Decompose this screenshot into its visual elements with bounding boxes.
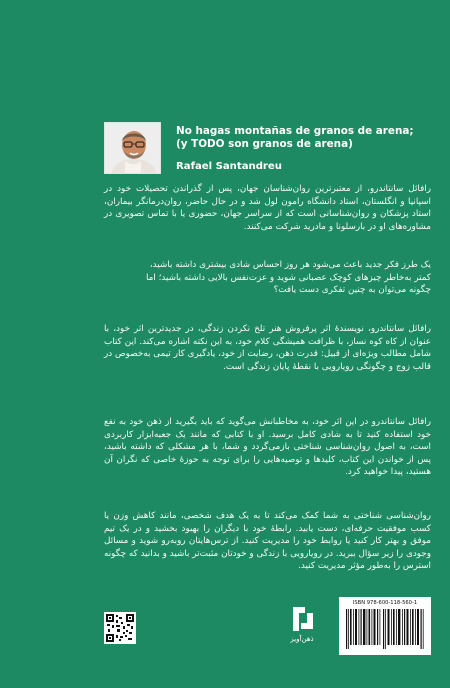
paragraph-author-bio: رافائل سانتاندرو، از معتبرترین روان‌شناسان جهان، پس از گذراندن تحصیلات خود در اسپانیا و انگلستان، استاد دانشگاه رامون لول شد و در حال حاضر، روان‌درمانگر بیماران، استاد پزشکان و روان‌شناسانی است که از سراسر جهان، حضوری یا با تماس تصویری در مشاوره‌های او در بارسلونا و مادرید شرکت می‌کنند. (104, 184, 431, 232)
book-title-line1: No hagas montañas de granos de arena; (176, 125, 414, 137)
paragraph-book-summary: رافائل سانتاندرو، نویسندۀ اثر پرفروش هنر تلخ نکردن زندگی، در جدیدترین اثر خود، با عنوان از کاه کوه نساز، با ظرافت همیشگی کلام خود، به این نکته اشاره می‌کند. این کتاب شامل مطالب ویژه‌ای از قبیل: قدرت ذهن، رضایت از خود، یادگیری کار تیمی به‌خصوص در قالب زوج و چگونگی رویارویی با نقطۀ پایان زندگی است. (104, 324, 431, 372)
book-header (104, 122, 434, 174)
title-block (176, 125, 431, 172)
paragraph-intro-line2: کمتر به‌خاطر چیزهای کوچک عصبانی شوید و عزت‌نفس بالایی داشته باشید؛ اما (145, 272, 431, 283)
isbn-number: ISBN 978-600-118-560-1 (352, 600, 418, 606)
author-portrait-image (105, 123, 161, 174)
paragraph-cognitive-psychology: روان‌شناسی شناختی به شما کمک می‌کند تا به یک هدف شخصی، مانند کاهش وزن یا کسب موفقیت حرفه‌ای، دست یابید. رابطۀ خود با دیگران را بهبود بخشید و در یک تیم موفق و بهتر کار کنید یا روابط خود را مدیریت کنید. از ترس‌هایتان روبه‌رو شوید و مسائل وجودی را زیر سؤال ببرید. در رویارویی با زندگی و خودتان مثبت‌تر باشید و بدانید که چگونه استرس را به‌طور مؤثر مدیریت کنید. (104, 511, 431, 571)
author-name: Rafael Santandreu (176, 161, 282, 172)
isbn-barcode (339, 597, 431, 655)
qr-code (104, 612, 136, 644)
paragraph-cognitive-toolbox: رافائل سانتاندرو در این اثر خود، به مخاطبانش می‌گوید که باید بگیرید از ذهن خود به نفع خود استفاده کنید تا به شادی کامل برسید. او با کتابی که مانند یک جعبه‌ابزار کاربردی است، به اصول روان‌شناسی شناختی بازمی‌گردد و شما، با هر مشکلی که داشته باشید، پس از خواندن این کتاب، کلیدها و توصیه‌هایی را برای توجه به حوزۀ خاصی که نگران آن هستید، پیدا خواهید کرد. (104, 417, 431, 477)
book-title-line2: (y TODO son granos de arena) (176, 138, 353, 150)
paragraph-intro-line3: چگونه می‌توان به چنین تفکری دست یافت؟ (273, 285, 431, 295)
author-photo (104, 122, 161, 174)
qr-code-icon (106, 614, 134, 642)
publisher-name: ذهن‌آویز (290, 635, 314, 643)
barcode-icon (346, 609, 424, 649)
paragraph-intro-line1: یک طرز فکر جدید باعث می‌شود هر روز احساس شادی بیشتری داشته باشید، (149, 260, 431, 270)
paragraph-intro (104, 259, 431, 297)
